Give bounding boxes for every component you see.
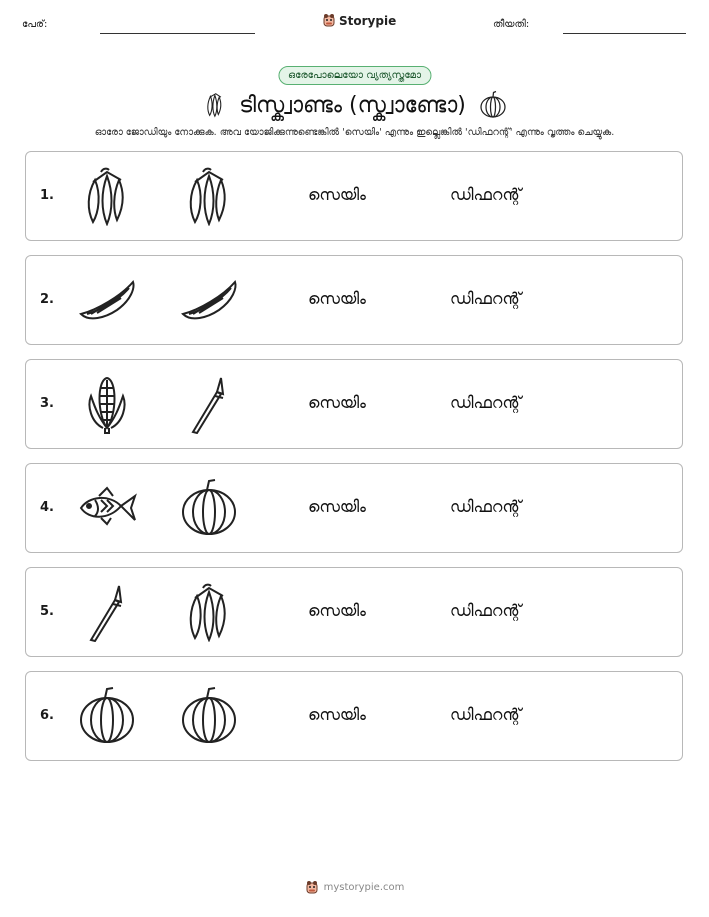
corn-icon: [77, 374, 137, 434]
instructions: ഓരോ ജോഡിയും നോക്കുക. അവ യോജിക്കുന്നുണ്ടെങ്കിൽ 'സെയിം' എന്നും ഇല്ലെങ്കിൽ 'ഡിഫറന്റ്' എന്നും വൃത്തം ചെയ്യുക.: [94, 127, 615, 138]
beans-icon: [201, 91, 227, 119]
option-different[interactable]: ഡിഫറന്റ്: [450, 705, 522, 724]
option-different[interactable]: ഡിഫറന്റ്: [450, 497, 522, 516]
question-row-1: [25, 151, 683, 241]
page-title: ടിസ്ക്വാണ്ടം (സ്ക്വാണ്ടോ): [239, 92, 466, 118]
question-row-6: [25, 671, 683, 761]
option-same[interactable]: സെയിം: [308, 289, 366, 308]
question-number: 4.: [40, 500, 54, 515]
canoe-icon: [77, 270, 137, 330]
question-row-4: [25, 463, 683, 553]
option-different[interactable]: ഡിഫറന്റ്: [450, 393, 522, 412]
option-same[interactable]: സെയിം: [308, 393, 366, 412]
pumpkin-icon: [179, 686, 239, 746]
storypie-mascot-icon: [322, 13, 336, 28]
question-row-5: [25, 567, 683, 657]
beans-icon: [77, 166, 137, 226]
spear-icon: [179, 374, 239, 434]
pumpkin-icon: [77, 686, 137, 746]
footer: [0, 880, 709, 895]
option-different[interactable]: ഡിഫറന്റ്: [450, 601, 522, 620]
question-number: 5.: [40, 604, 54, 619]
option-same[interactable]: സെയിം: [308, 497, 366, 516]
question-number: 2.: [40, 292, 54, 307]
name-line[interactable]: [100, 33, 255, 34]
option-same[interactable]: സെയിം: [308, 185, 366, 204]
date-label: തീയതി:: [493, 19, 530, 30]
title-row: [0, 90, 709, 120]
brand-logo: [322, 13, 396, 28]
storypie-mascot-icon: [305, 880, 319, 895]
question-number: 1.: [40, 188, 54, 203]
name-label: പേര്:: [22, 19, 48, 30]
question-row-2: [25, 255, 683, 345]
beans-icon: [179, 582, 239, 642]
pumpkin-icon: [478, 90, 508, 120]
footer-site-link[interactable]: mystorypie.com: [323, 882, 405, 893]
question-row-3: [25, 359, 683, 449]
pumpkin-icon: [179, 478, 239, 538]
spear-icon: [77, 582, 137, 642]
option-different[interactable]: ഡിഫറന്റ്: [450, 289, 522, 308]
question-number: 3.: [40, 396, 54, 411]
option-different[interactable]: ഡിഫറന്റ്: [450, 185, 522, 204]
beans-icon: [179, 166, 239, 226]
date-line[interactable]: [563, 33, 686, 34]
worksheet-type-badge: ഒരേപോലെയോ വ്യത്യസ്തമോ: [278, 66, 431, 85]
fish-icon: [77, 478, 137, 538]
option-same[interactable]: സെയിം: [308, 705, 366, 724]
question-number: 6.: [40, 708, 54, 723]
canoe-icon: [179, 270, 239, 330]
option-same[interactable]: സെയിം: [308, 601, 366, 620]
brand-name: Storypie: [339, 13, 397, 28]
